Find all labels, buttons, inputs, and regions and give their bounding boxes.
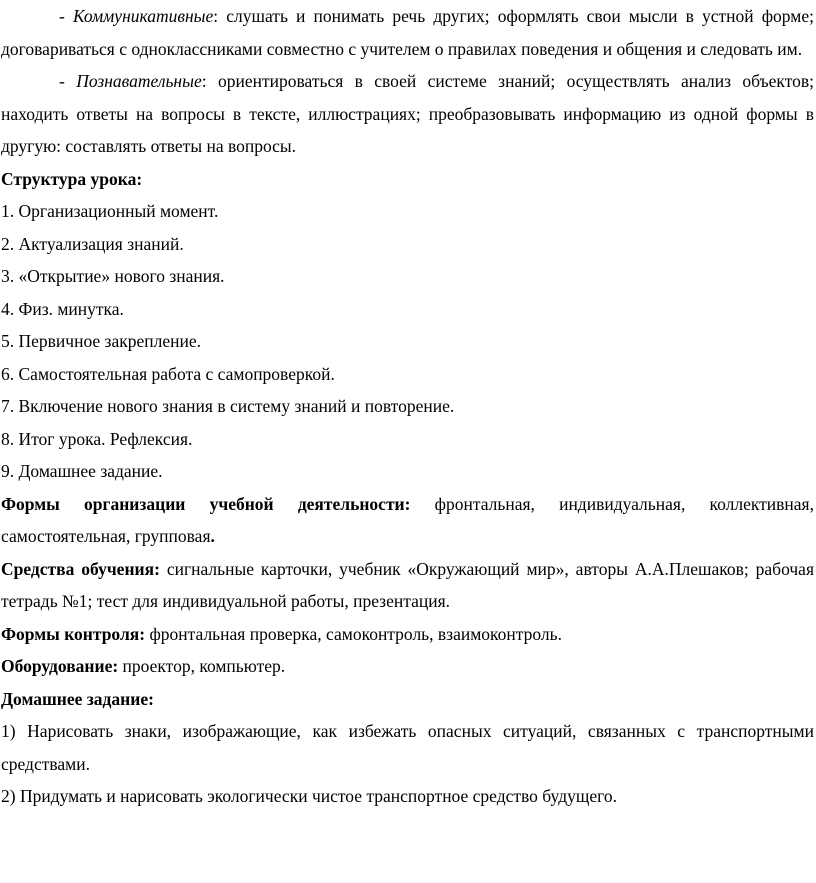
goal-cognitive bbox=[1, 65, 814, 163]
means-text: сигнальные карточки, учебник «Окружающий мир», авторы А.А.Плешаков; рабочая тетрадь №1; тест для индивидуальной работы, презентация. bbox=[1, 558, 814, 611]
list-item: 2. Актуализация знаний. bbox=[1, 233, 184, 254]
list-item: 4. Физ. минутка. bbox=[1, 298, 124, 319]
equipment-label: Оборудование: bbox=[1, 656, 119, 676]
homework-item: 1) Нарисовать знаки, изображающие, как избежать опасных ситуаций, связанных с транспортными средствами. bbox=[1, 721, 814, 774]
goal-text: : слушать и понимать речь других; оформлять свои мысли в устной форме; договариваться с одноклассниками совместно с учителем о правилах поведения и общения и следовать им. bbox=[1, 6, 814, 59]
means-label: Средства обучения: bbox=[1, 558, 160, 579]
list-item: 9. Домашнее задание. bbox=[1, 461, 163, 481]
means-paragraph bbox=[1, 553, 814, 618]
goal-label: Познавательные bbox=[76, 71, 202, 91]
list-item: 1. Организационный момент. bbox=[1, 201, 219, 221]
list-item: 3. «Открытие» нового знания. bbox=[1, 266, 225, 286]
list-item: 7. Включение нового знания в систему знаний и повторение. bbox=[1, 396, 455, 416]
list-item: 5. Первичное закрепление. bbox=[1, 331, 201, 351]
goal-text: : ориентироваться в своей системе знаний; осуществлять анализ объектов; находить ответы на вопросы в тексте, иллюстрациях; преобразовывать информацию из одной формы в другую: составлять ответы на вопросы. bbox=[1, 71, 814, 156]
forms-text: фронтальная, индивидуальная, коллективная, самостоятельная, групповая bbox=[1, 493, 814, 546]
structure-heading: Структура урока: bbox=[1, 168, 143, 189]
forms-label: Формы организации учебной деятельности: bbox=[1, 493, 411, 514]
list-item: 8. Итог урока. Рефлексия. bbox=[1, 428, 193, 449]
goal-communicative bbox=[1, 0, 814, 65]
equipment-paragraph bbox=[1, 650, 814, 683]
structure-list bbox=[1, 195, 814, 488]
control-text: фронтальная проверка, самоконтроль, взаимоконтроль. bbox=[145, 623, 562, 644]
control-label: Формы контроля: bbox=[1, 623, 146, 644]
forms-end: . bbox=[210, 526, 215, 546]
goal-label: Коммуникативные bbox=[72, 6, 214, 26]
list-item: 6. Самостоятельная работа с самопроверкой. bbox=[1, 363, 335, 384]
goal-dash: - bbox=[59, 71, 77, 91]
control-paragraph bbox=[1, 618, 814, 651]
goal-dash: - bbox=[59, 6, 73, 26]
homework-heading: Домашнее задание: bbox=[1, 688, 154, 709]
equipment-text: проектор, компьютер. bbox=[118, 656, 286, 676]
homework-item: 2) Придумать и нарисовать экологически чистое транспортное средство будущего. bbox=[1, 786, 617, 806]
forms-paragraph bbox=[1, 488, 814, 553]
